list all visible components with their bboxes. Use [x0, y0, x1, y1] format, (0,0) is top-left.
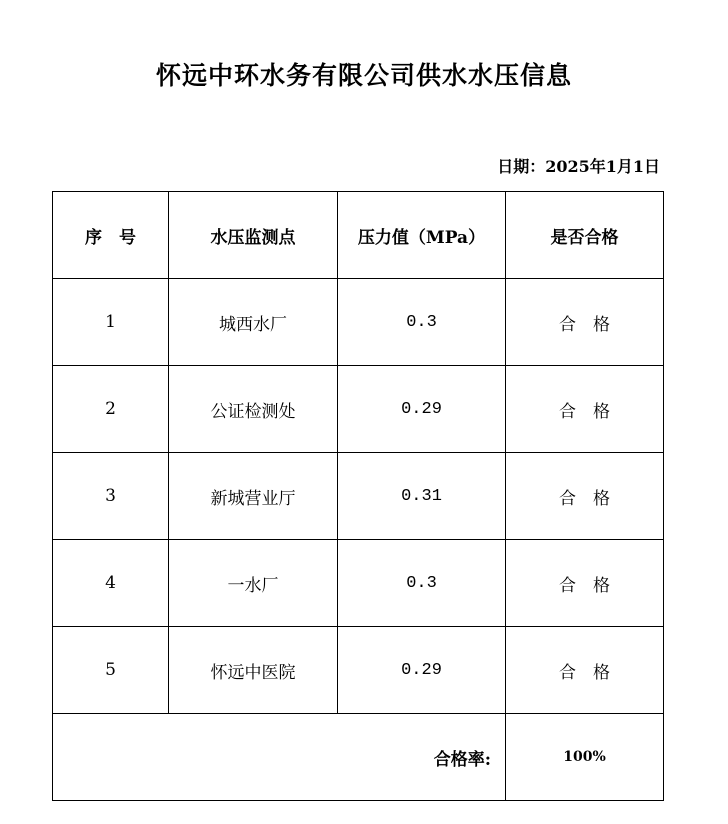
row-qualified: 合 格	[506, 279, 664, 366]
header-location: 水压监测点	[169, 192, 338, 279]
row-pressure: 0.29	[338, 627, 506, 714]
pass-rate-label: 合格率:	[53, 714, 506, 801]
row-pressure: 0.29	[338, 366, 506, 453]
pass-rate-value: 100%	[506, 714, 664, 801]
row-index: 5	[53, 627, 169, 714]
report-date: 日期：2025年1月1日	[497, 157, 660, 176]
pressure-table	[52, 191, 664, 801]
row-location: 公证检测处	[169, 366, 338, 453]
row-index: 2	[53, 366, 169, 453]
table-row	[53, 279, 664, 366]
row-pressure: 0.3	[338, 279, 506, 366]
row-qualified: 合 格	[506, 366, 664, 453]
header-pressure: 压力值（MPa）	[338, 192, 506, 279]
row-index: 1	[53, 279, 169, 366]
row-location: 怀远中医院	[169, 627, 338, 714]
summary-row	[53, 714, 664, 801]
table-row	[53, 366, 664, 453]
table-row	[53, 540, 664, 627]
row-index: 3	[53, 453, 169, 540]
table-header-row	[53, 192, 664, 279]
row-qualified: 合 格	[506, 540, 664, 627]
table-row	[53, 627, 664, 714]
row-location: 一水厂	[169, 540, 338, 627]
table-row	[53, 453, 664, 540]
row-location: 新城营业厅	[169, 453, 338, 540]
row-index: 4	[53, 540, 169, 627]
row-qualified: 合 格	[506, 453, 664, 540]
row-pressure: 0.31	[338, 453, 506, 540]
header-index: 序 号	[53, 192, 169, 279]
header-qualified: 是否合格	[506, 192, 664, 279]
row-location: 城西水厂	[169, 279, 338, 366]
row-qualified: 合 格	[506, 627, 664, 714]
row-pressure: 0.3	[338, 540, 506, 627]
page-title: 怀远中环水务有限公司供水水压信息	[155, 61, 572, 90]
